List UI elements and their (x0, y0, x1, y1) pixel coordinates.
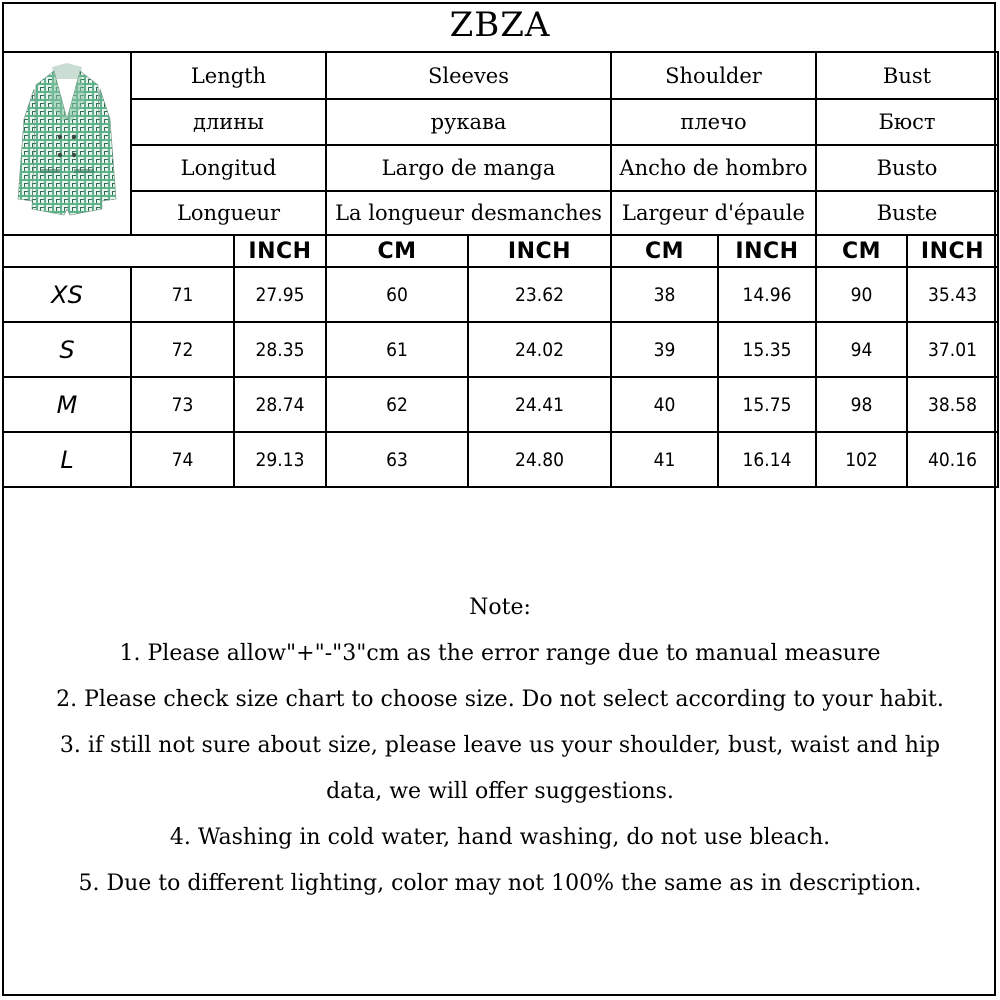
sleeves-inch: 24.02 (468, 322, 611, 377)
bust-cm: 90 (816, 267, 907, 322)
length-inch: 27.95 (234, 267, 326, 322)
table-row (3, 377, 998, 432)
length-inch: 28.35 (234, 322, 326, 377)
notes-section (0, 585, 1000, 907)
header-row-spanish (3, 145, 998, 191)
note-4: 4. Washing in cold water, hand washing, do not use bleach. (169, 825, 831, 850)
header-sleeves-en: Sleeves (326, 52, 611, 99)
sleeves-inch: 24.80 (468, 432, 611, 487)
sleeves-inch: 24.41 (468, 377, 611, 432)
unit-bust-cm: CM (816, 235, 907, 267)
header-length-en: Length (131, 52, 326, 99)
length-cm: 73 (131, 377, 234, 432)
header-bust-ru: Бюст (816, 99, 998, 145)
header-bust-fr: Buste (816, 191, 998, 235)
unit-length-inch: INCH (234, 235, 326, 267)
shoulder-cm: 40 (611, 377, 718, 432)
shoulder-inch: 14.96 (718, 267, 816, 322)
shoulder-cm: 41 (611, 432, 718, 487)
note-2: 2. Please check size chart to choose size. Do not select according to your habit. (56, 687, 944, 712)
shoulder-cm: 38 (611, 267, 718, 322)
header-sleeves-ru: рукава (326, 99, 611, 145)
note-3: 3. if still not sure about size, please leave us your shoulder, bust, waist and hip (59, 733, 941, 758)
bust-cm: 94 (816, 322, 907, 377)
shoulder-inch: 16.14 (718, 432, 816, 487)
sleeves-inch: 23.62 (468, 267, 611, 322)
size-label: XS (3, 267, 131, 322)
sleeves-cm: 63 (326, 432, 468, 487)
header-sleeves-fr: La longueur desmanches (326, 191, 611, 235)
bust-inch: 37.01 (907, 322, 998, 377)
header-length-es: Longitud (131, 145, 326, 191)
blazer-image (12, 59, 122, 229)
header-shoulder-ru: плечо (611, 99, 816, 145)
unit-sleeves-inch: INCH (468, 235, 611, 267)
header-row-russian (3, 99, 998, 145)
size-label: S (3, 322, 131, 377)
unit-shoulder-cm: CM (611, 235, 718, 267)
unit-bust-inch: INCH (907, 235, 998, 267)
header-length-ru: длины (131, 99, 326, 145)
length-inch: 29.13 (234, 432, 326, 487)
unit-row (3, 235, 998, 267)
shoulder-inch: 15.75 (718, 377, 816, 432)
header-shoulder-en: Shoulder (611, 52, 816, 99)
shoulder-inch: 15.35 (718, 322, 816, 377)
brand-title: ZBZA (449, 5, 551, 45)
header-shoulder-es: Ancho de hombro (611, 145, 816, 191)
shoulder-cm: 39 (611, 322, 718, 377)
unit-sleeves-cm: CM (326, 235, 468, 267)
bust-cm: 98 (816, 377, 907, 432)
table-row (3, 432, 998, 487)
header-row-french (3, 191, 998, 235)
bust-cm: 102 (816, 432, 907, 487)
length-cm: 74 (131, 432, 234, 487)
length-cm: 72 (131, 322, 234, 377)
header-length-fr: Longueur (131, 191, 326, 235)
bust-inch: 38.58 (907, 377, 998, 432)
size-label: M (3, 377, 131, 432)
note-5: 5. Due to different lighting, color may not 100% the same as in description. (78, 871, 922, 896)
bust-inch: 40.16 (907, 432, 998, 487)
header-sleeves-es: Largo de manga (326, 145, 611, 191)
size-chart-table (2, 51, 999, 488)
header-row-english (3, 52, 998, 99)
note-1: 1. Please allow"+"-"3"cm as the error range due to manual measure (119, 641, 881, 666)
header-shoulder-fr: Largeur d'épaule (611, 191, 816, 235)
header-bust-en: Bust (816, 52, 998, 99)
sleeves-cm: 60 (326, 267, 468, 322)
product-photo (3, 52, 131, 235)
bust-inch: 35.43 (907, 267, 998, 322)
unit-blank-cell (3, 235, 234, 267)
table-row (3, 322, 998, 377)
notes-heading: Note: (469, 595, 531, 620)
length-cm: 71 (131, 267, 234, 322)
length-inch: 28.74 (234, 377, 326, 432)
size-label: L (3, 432, 131, 487)
table-row (3, 267, 998, 322)
header-bust-es: Busto (816, 145, 998, 191)
note-3-continued: data, we will offer suggestions. (326, 779, 674, 804)
sleeves-cm: 62 (326, 377, 468, 432)
unit-shoulder-inch: INCH (718, 235, 816, 267)
sleeves-cm: 61 (326, 322, 468, 377)
